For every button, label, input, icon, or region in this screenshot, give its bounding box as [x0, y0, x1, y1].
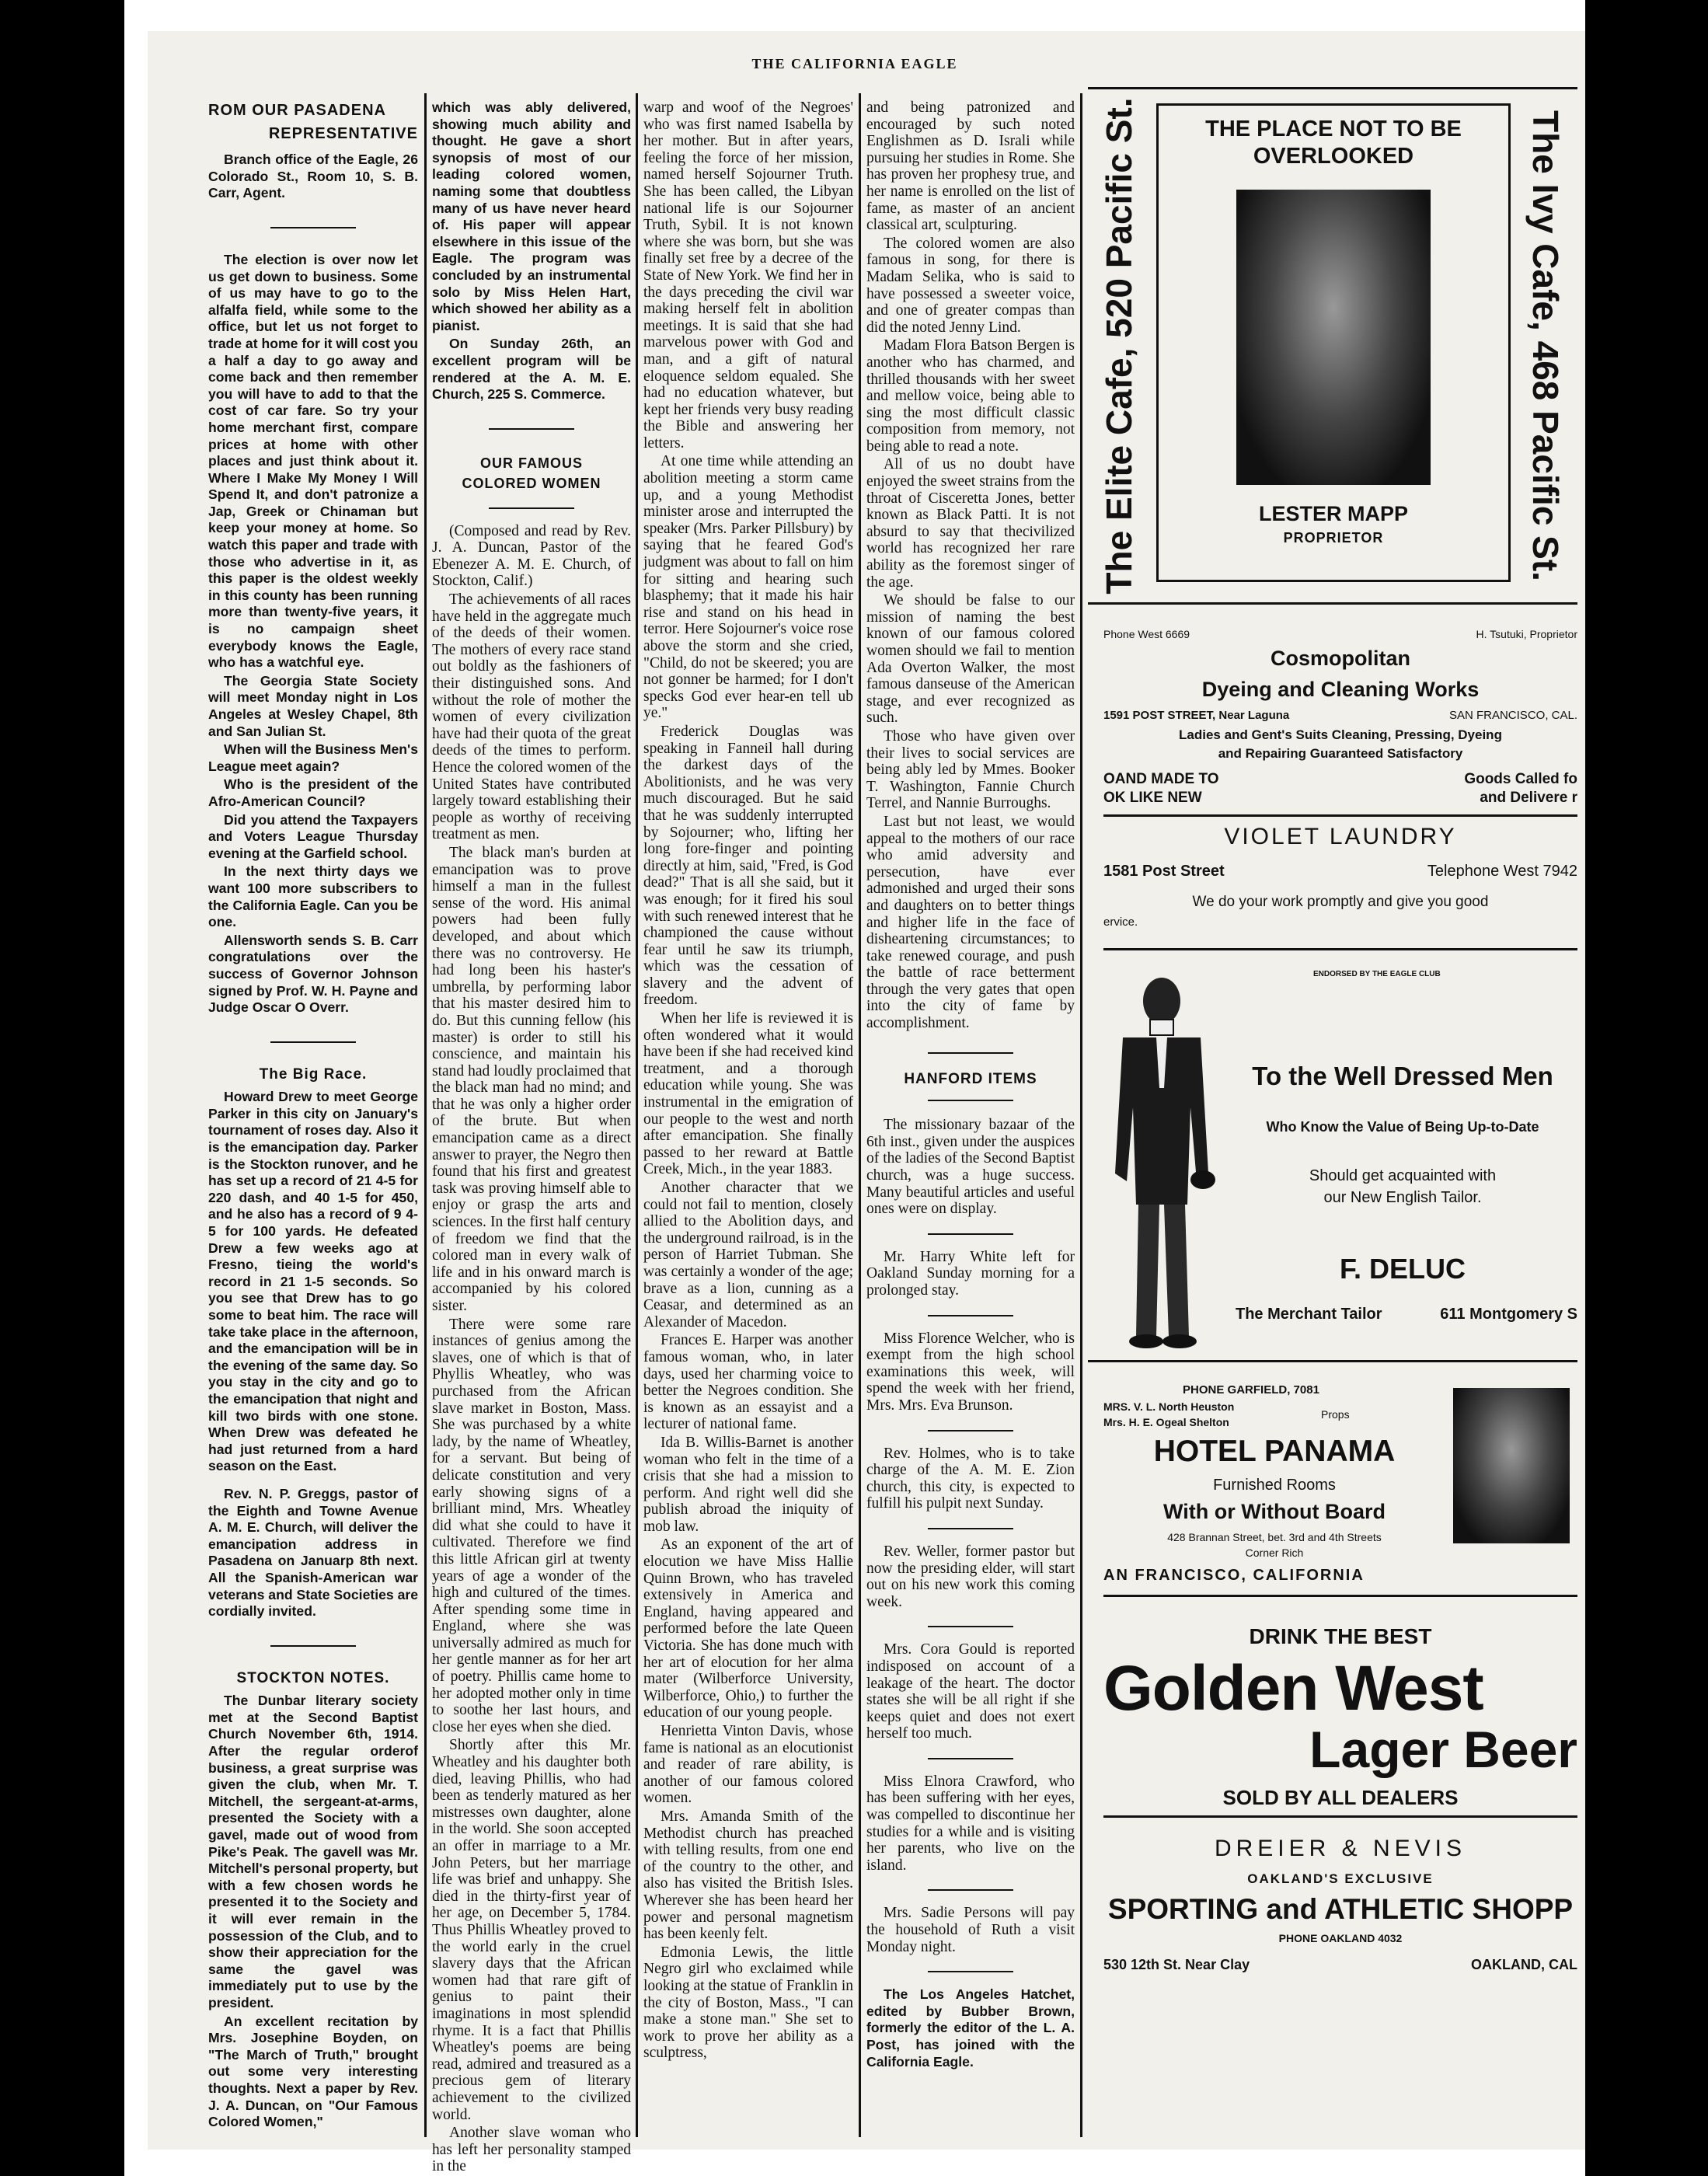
should-get-line-2: our New English Tailor.: [1323, 1189, 1482, 1206]
endorsed-line: ENDORSED BY THE EAGLE CLUB: [1313, 970, 1441, 978]
paragraph: Frances E. Harper was another famous woman, who, in later days, used her charming voice to better the Negroes condition. She is known as an essayist and a lecturer of national fame.: [643, 1332, 853, 1433]
panama-board: With or Without Board: [1163, 1500, 1386, 1523]
masthead: THE CALIFORNIA EAGLE: [751, 56, 958, 71]
should-get-line-1: Should get acquainted with: [1309, 1167, 1497, 1184]
separator: [928, 1528, 1013, 1529]
paragraph: Did you attend the Taxpayers and Voters League Thursday evening at the Garfield school.: [208, 811, 418, 861]
paragraph: Ida B. Willis-Barnet is another woman who felt in the time of a crisis that she had a mission to perform. And right well did she publish abroad the iniquity of mob law.: [643, 1434, 853, 1535]
golden-west-title: Golden West: [1103, 1653, 1483, 1724]
column-rule: [859, 93, 861, 2137]
well-dressed-title: To the Well Dressed Men: [1252, 1062, 1553, 1090]
separator: [928, 1758, 1013, 1759]
paragraph: On Sunday 26th, an excellent program will be rendered at the A. M. E. Church, 225 S. Commerce.: [432, 336, 631, 403]
panama-prop-1: MRS. V. L. North Heuston: [1103, 1400, 1235, 1413]
panama-props: Props: [1321, 1408, 1350, 1421]
panama-prop-2: Mrs. H. E. Ogeal Shelton: [1103, 1416, 1229, 1428]
cosmo-title-2: Dyeing and Cleaning Works: [1201, 678, 1480, 701]
phone-oakland: PHONE OAKLAND 4032: [1278, 1932, 1403, 1944]
separator: [928, 1052, 1013, 1054]
separator: [270, 1645, 356, 1647]
phone-west: Phone West 6669: [1103, 628, 1190, 640]
cosmo-line-2: and Repairing Guaranteed Satisfactory: [1218, 746, 1463, 761]
panama-city: AN FRANCISCO, CALIFORNIA: [1103, 1567, 1365, 1584]
violet-title: VIOLET LAUNDRY: [1224, 824, 1457, 849]
place-line-1: THE PLACE NOT TO BE: [1205, 117, 1462, 141]
separator: [928, 1100, 1013, 1101]
paragraph: Shortly after this Mr. Wheatley and his daughter both died, leaving Phillis, who had been as tenderly matured as her mistresses own daughter, alone in the world. She soon accepted an offer in marriage to a Mr. John Peters, but her marriage life was brief and unhappy. She died in the thirty-first year of her age, on December 5, 1784. Thus Phillis Wheatley proved to the world early in the cruel slavery days that the African women had that rare gift of genius to paint their imaginations in most splendid rhyme. It is a fact that Phillis Wheatley's poems are being read, admired and treasured as a precious gem of literary achievement to the civilized world.: [432, 1737, 631, 2123]
stockton-heading: STOCKTON NOTES.: [236, 1669, 390, 1686]
paragraph: At one time while attending an abolition meeting a storm came up, and a young Methodist minister arose and interrupted the speaker (Mrs. Parker Pillsbury) by saying that he feared God's judgment was about to fall on him for sitting and hearing such blasphemy; that it made his hair rise and stand on his head in terror. Here Sojourner's voice rose above the storm and she cried, "Child, do not be skeered; you are not gonner be harmed; for I don't specks God ever hear-en tell ub ye.": [643, 453, 853, 722]
paragraph: Frederick Douglas was speaking in Fanneil hall during the darkest days of the Abolitionists, and he was very much discouraged. But he said that he was suddenly interrupted by Sojourner; who, lifting her long fore-finger and pointing directly at him, said, "Fred, is God dead?" That is all she said, but it was enough; for it fired his soul with such renewed interest that he championed the cause without fear until he saw its triumph, which was the cessation of slavery and the advent of freedom.: [643, 723, 853, 1009]
panama-furnished: Furnished Rooms: [1213, 1477, 1336, 1494]
paragraph: Rev. Holmes, who is to take charge of the A. M. E. Zion church, this city, is expected to fulfill his pulpit next Sunday.: [866, 1445, 1075, 1512]
paragraph: The achievements of all races have held in the aggregate much of the deeds of their women. The mothers of every race stand out boldly as the fashioners of their distinguished sons. And without the role of mother the women of every civilization have had their quota of the great deeds of the times to perform. Hence the colored women of the United States have contributed largely toward establishing their people as worthy of receiving treatment as men.: [432, 591, 631, 843]
paragraph: We should be false to our mission of naming the best known of our famous colored women should we fail to mention Ada Overton Walker, the most famous danseuse of the American stage, and ever recognized as such.: [866, 592, 1075, 727]
separator: [928, 1626, 1013, 1627]
panama-address-2: Corner Rich: [1245, 1547, 1304, 1559]
race-heading: The Big Race.: [259, 1065, 368, 1083]
paragraph: The Los Angeles Hatchet, edited by Bubber Brown, formerly the editor of the L. A. Post, has joined with the California Eagle.: [866, 1986, 1075, 2070]
top-margin: [124, 0, 1585, 31]
left-margin: [124, 0, 148, 2176]
paragraph: Miss Florence Welcher, who is exempt from the high school examinations this week, will spend the week with her friend, Mrs. Mrs. Eva Brunson.: [866, 1330, 1075, 1414]
cosmo-left-1: OAND MADE TO: [1103, 771, 1219, 787]
column-2: [432, 99, 631, 2175]
separator: [928, 1233, 1013, 1235]
separator: [270, 227, 356, 228]
paragraph: Those who have given over their lives to social services are being ably led by Mmes. Booker T. Washington, Fannie Church Terrel, and Nannie Burroughs.: [866, 727, 1075, 812]
deluc-address: 611 Montgomery S: [1440, 1306, 1577, 1323]
deluc-name: F. DELUC: [1340, 1253, 1466, 1285]
paragraph: Rev. N. P. Greggs, pastor of the Eighth and Towne Avenue A. M. E. Church, will deliver the emancipation address in Pasadena on Januarp 8th next. All the Spanish-American war veterans and State Societies are cordially invited.: [208, 1485, 418, 1620]
drink-line: DRINK THE BEST: [1249, 1624, 1432, 1648]
paragraph: Miss Elnora Crawford, who has been suffering with her eyes, was compelled to discontinue her studies for a while and is visiting her parents, who live on the island.: [866, 1773, 1075, 1874]
paragraph: The colored women are also famous in song, for there is Madam Selika, who is said to have possessed a sweeter voice, and one of greater compas than did the noted Jenny Lind.: [866, 235, 1075, 336]
panama-address-1: 428 Brannan Street, bet. 3rd and 4th Streets: [1167, 1531, 1382, 1543]
column-1: [208, 99, 418, 2139]
paragraph: Another slave woman who has left her personality stamped in the: [432, 2125, 631, 2175]
pasadena-branch: Branch office of the Eagle, 26 Colorado St., Room 10, S. B. Carr, Agent.: [208, 152, 418, 201]
separator: [928, 1315, 1013, 1316]
lager-beer-title: Lager Beer: [1309, 1721, 1577, 1778]
paragraph: Mrs. Amanda Smith of the Methodist church has preached with telling results, from one end of the country to the other, and also has visited the British Isles. Wherever she has been heard her power and personal magnetism has been keenly felt.: [643, 1808, 853, 1943]
man-illustration: [1103, 971, 1220, 1352]
separator: [928, 1430, 1013, 1431]
separator: [270, 1041, 356, 1043]
paragraph: Howard Drew to meet George Parker in this city on January's tournament of roses day. Also it is the emancipation day. Parker is the Stockton runover, and he has set up a record of 21 4-5 for 220 dash, and 40 1-5 for 450, and he also has a record of 9 4-5 for 100 yards. He defeated Drew a few weeks ago at Fresno, tieing the world's record in 21 1-5 seconds. So you see that Drew has to go some to beat him. The race will take take place in the afternoon, and the emancipation will be in the evening of the same day. So you stay in the city and go to the emancipation that night and kill two birds with one stone. When Drew was defeated he had just returned from a hard season on the East.: [208, 1089, 418, 1474]
paragraph: Mrs. Cora Gould is reported indisposed on account of a leakage of the heart. The doctor states she will be all right if she keeps quiet and does not exert herself too much.: [866, 1641, 1075, 1742]
paragraph: In the next thirty days we want 100 more subscribers to the California Eagle. Can you be one.: [208, 863, 418, 930]
column-rule: [424, 93, 427, 2137]
golden-west-ad: [1103, 1606, 1577, 1818]
ivy-cafe-wrap: [1514, 89, 1577, 602]
paragraph: Mr. Harry White left for Oakland Sunday morning for a prolonged stay.: [866, 1248, 1075, 1299]
paragraph: The missionary bazaar of the 6th inst., given under the auspices of the ladies of the Second Baptist church, was a huge success. Many beautiful articles and useful ones were on display.: [866, 1117, 1075, 1218]
column-rule: [636, 93, 638, 2137]
paragraph: The black man's burden at emancipation was to prove himself a man in the fullest sense of the word. His animal powers had been fully developed, and about which there was no controversy. He had long been his haster's umbrella, by performing labor that his master desired him to do. But this cunning fellow (his master) is order to still his conscience, and maintain his stand had loudly proclaimed that the black man had no mind; and that he was only a higher order of the brute. But when emancipation came as a direct answer to prayer, the Negro then found that his first and greatest task was proving himself able to enjoy or grasp the arts and sciences. In the first half century of freedom we find that the colored man in every walk of life and in his onward march is accompanied by his colored sister.: [432, 844, 631, 1314]
violet-laundry-ad: [1103, 824, 1577, 950]
deluc-line: The Merchant Tailor: [1236, 1306, 1382, 1323]
pasadena-heading: ROM OUR PASADENA: [208, 102, 386, 119]
paragraph: warp and woof of the Negroes' who was first named Isabella by her mother. But in after years, feeling the force of her mission, named herself Sojourner Truth. She has been called, the Libyan national life is our Sojourner Truth, Sybil. It is not known where she was born, but she was finally set free by a decree of the State of New York. We find her in the days preceding the civil war making herself felt in abolition meetings. It is said that she had marvelous power with God and man, and a gift of natural eloquence seldom equaled. She had no education whatever, but kept her friends very busy reading the Bible and answering her letters.: [643, 99, 853, 452]
cosmo-right-1: Goods Called fo: [1464, 771, 1577, 787]
paragraph: Madam Flora Batson Bergen is another who has charmed, and thrilled thousands with her sweet and mellow voice, being able to sing the most difficult classic composition from memory, not being able to read a note.: [866, 337, 1075, 455]
violet-line: We do your work promptly and give you good: [1192, 894, 1489, 910]
byline: (Composed and read by Rev. J. A. Duncan, Pastor of the Ebenezer A. M. E. Church, of Stockton, Calif.): [432, 522, 631, 590]
paragraph: Last but not least, we would appeal to the mothers of our race who amid adversity and persecution, have ever admonished and urged their sons and daughters on to better things and higher life in the face of disheartening circumstances; to take renewed courage, and push the battle of race betterment through the very gates that open into the city of fame by accomplishment.: [866, 813, 1075, 1032]
know-value-line: Who Know the Value of Being Up-to-Date: [1266, 1119, 1539, 1135]
paragraph: There were some rare instances of genius among the slaves, one of which is that of Phyllis Wheatley, who was purchased from the African slave market in Boston, Mass. She was purchased by a white lady, by the name of Wheatley, for a servant. But being of delicate constitution and very early showing signs of a brilliant mind, Mrs. Wheatley did what she could to have it cultivated. Therefore we find this little African girl at twenty years of age a wonder of the high and cultured of the times. After spending some time in England, where she was universally admired as much for her gentle manner as for her art of poetry. Phillis came home to her adopted mother only in time to soothe her last hours, and close her eyes when she died.: [432, 1316, 631, 1735]
famous-women-heading: OUR FAMOUS COLORED WOMEN: [462, 455, 601, 491]
cosmo-line-1: Ladies and Gent's Suits Cleaning, Pressing, Dyeing: [1179, 727, 1502, 742]
cafe-box-inner: [1156, 103, 1511, 582]
dreier-title: DREIER & NEVIS: [1214, 1836, 1467, 1861]
sporting-title: SPORTING and ATHLETIC SHOPP: [1107, 1893, 1574, 1925]
column-rule: [1080, 93, 1082, 2137]
cosmo-city: SAN FRANCISCO, CAL.: [1448, 709, 1577, 722]
paragraph: Mrs. Sadie Persons will pay the household of Ruth a visit Monday night.: [866, 1905, 1075, 1955]
separator: [928, 1971, 1013, 1972]
mapp-name: LESTER MAPP: [1258, 502, 1409, 525]
column-3: [643, 99, 853, 2139]
paragraph: Who is the president of the Afro-American Council?: [208, 776, 418, 809]
elite-cafe-text: The Elite Cafe, 520 Pacific St.: [1099, 97, 1139, 595]
dreier-nevis-ad: [1103, 1831, 1577, 1972]
cosmopolitan-ad: [1103, 628, 1577, 817]
paragraph: Henrietta Vinton Davis, whose fame is national as an elocutionist and reader of rare ability, is another of our famous colored women.: [643, 1723, 853, 1807]
pasadena-heading-2: REPRESENTATIVE: [268, 124, 418, 142]
cosmo-right-2: and Delivere r: [1480, 790, 1577, 806]
paragraph: The election is over now let us get down to business. Some of us may have to go to the alfalfa field, while some to the office, but let us not forget to trade at home for it will cost you a half a day to go away and come back and then remember you will have to add to that the cost of car fare. So try your home merchant first, compare prices at home with other places and just think about it. Where I Make My Money I Will Spend It, and don't patronize a Jap, Greek or Chinaman but keep your money at home. So watch this paper and trade with those who advertise in it, as this paper is the oldest weekly in this county has been running more than twenty-five years, it is no campaign sheet everybody knows the Eagle, who has a watchful eye.: [208, 251, 418, 671]
violet-phone: Telephone West 7942: [1427, 863, 1577, 880]
sold-line: SOLD BY ALL DEALERS: [1222, 1786, 1459, 1809]
paragraph: The Dunbar literary society met at the Second Baptist Church November 6th, 1914. After the regular orderof business, a great surprise was given the club, when Mr. T. Mitchell, the sergeant-at-arms, presented the Society with a gavel, made out of wood from Pike's Peak. The gavell was Mr. Mitchell's personal property, but with a few chosen words he presented it to the Society and it will ever remain in the possession of the Club, and to show their appreciation for the same the gavel was immediately put to use by the president.: [208, 1693, 418, 2010]
tailor-ad: [1088, 956, 1577, 1362]
paragraph: An excellent recitation by Mrs. Josephine Boyden, on "The March of Truth," brought out some very interesting thoughts. Next a paper by Rev. J. A. Duncan, on "Our Famous Colored Women,": [208, 2013, 418, 2130]
cosmo-address: 1591 POST STREET, Near Laguna: [1103, 709, 1290, 722]
tsutuki-proprietor: H. Tsutuki, Proprietor: [1476, 628, 1577, 640]
paragraph: All of us no doubt have enjoyed the sweet strains from the throat of Cisceretta Jones, better known as Black Patti. It is not absurd to say that thecivilized world has recognized her rare ability as the foremost singer of the age.: [866, 456, 1075, 591]
paragraph: When her life is reviewed it is often wondered what it would have been if she had received kind treatment, and a thorough education while young. She was instrumental in the emigration of our people to the west and north after emancipation. She finally passed to her reward at Battle Creek, Mich., in the year 1883.: [643, 1010, 853, 1178]
panama-portrait-image: [1453, 1388, 1570, 1543]
hotel-panama-ad: [1103, 1383, 1577, 1597]
paragraph: Another character that we could not fail to mention, closely allied to the Abolition days, and the underground railroad, is in the person of Harriet Tubman. She was certainly a wonder of the age; brave as a lion, cunning as a Ceasar, and determined as an Alexander of Macedon.: [643, 1180, 853, 1330]
paragraph: The Georgia State Society will meet Monday night in Los Angeles at Wesley Chapel, 8th and San Julian St.: [208, 672, 418, 739]
violet-line-2: ervice.: [1103, 915, 1138, 929]
cosmo-title-1: Cosmopolitan: [1271, 647, 1410, 670]
cafe-ad: [1088, 87, 1577, 605]
mapp-title: PROPRIETOR: [1283, 530, 1384, 546]
oakland-exclusive: OAKLAND'S EXCLUSIVE: [1247, 1871, 1434, 1886]
paragraph: Edmonia Lewis, the little Negro girl who exclaimed while looking at the statue of Franklin in the city of Boston, Mass., "I can make a stone man." She set to work to prove her ability as a sculptress,: [643, 1944, 853, 2062]
bottom-margin: [124, 2150, 1585, 2176]
separator: [489, 428, 574, 430]
column-4: [866, 99, 1075, 2139]
paragraph: Allensworth sends S. B. Carr congratulations over the success of Governor Johnson signed by Prof. W. H. Payne and Judge Oscar O Overr.: [208, 932, 418, 1016]
cosmo-left-2: OK LIKE NEW: [1103, 790, 1202, 806]
separator: [928, 1889, 1013, 1891]
paragraph: Rev. Weller, former pastor but now the presiding elder, will start out on his new work this coming week.: [866, 1543, 1075, 1610]
paragraph: As an exponent of the art of elocution we have Miss Hallie Quinn Brown, who has traveled extensively in America and England, having appeared and performed before the late Queen Victoria. She has done much with her art of elocution for her alma mater (Wilberforce University, Wilberforce, Ohio,) to further the education of our young people.: [643, 1536, 853, 1721]
dreier-address: 530 12th St. Near Clay: [1103, 1957, 1250, 1972]
violet-address: 1581 Post Street: [1103, 863, 1225, 880]
panama-phone: PHONE GARFIELD, 7081: [1183, 1383, 1319, 1397]
separator: [489, 507, 574, 509]
oakland-cal: OAKLAND, CAL: [1471, 1957, 1577, 1972]
elite-cafe-wrap: [1088, 89, 1150, 602]
hanford-heading: HANFORD ITEMS: [904, 1070, 1037, 1087]
panama-name: HOTEL PANAMA: [1153, 1435, 1396, 1468]
ivy-cafe-text: The Ivy Cafe, 468 Pacific St.: [1525, 110, 1566, 581]
portrait-image: [1236, 190, 1431, 485]
paragraph: which was ably delivered, showing much ability and thought. He gave a short synopsis of most of our leading colored women, naming some that doubtless many of us have never heard of. His paper will appear elsewhere in this issue of the Eagle. The program was concluded by an instrumental solo by Miss Helen Hart, which showed her ability as a pianist.: [432, 99, 631, 333]
paragraph: and being patronized and encouraged by such noted Englishmen as D. Israli while pursuing her studies in Rome. She has proven her prophesy true, and her name is enrolled on the list of fame, as master of an ancient classical art, sculpturing.: [866, 99, 1075, 234]
newspaper-page: [124, 0, 1585, 2176]
paragraph: When will the Business Men's League meet again?: [208, 741, 418, 774]
place-line-2: OVERLOOKED: [1253, 144, 1414, 169]
